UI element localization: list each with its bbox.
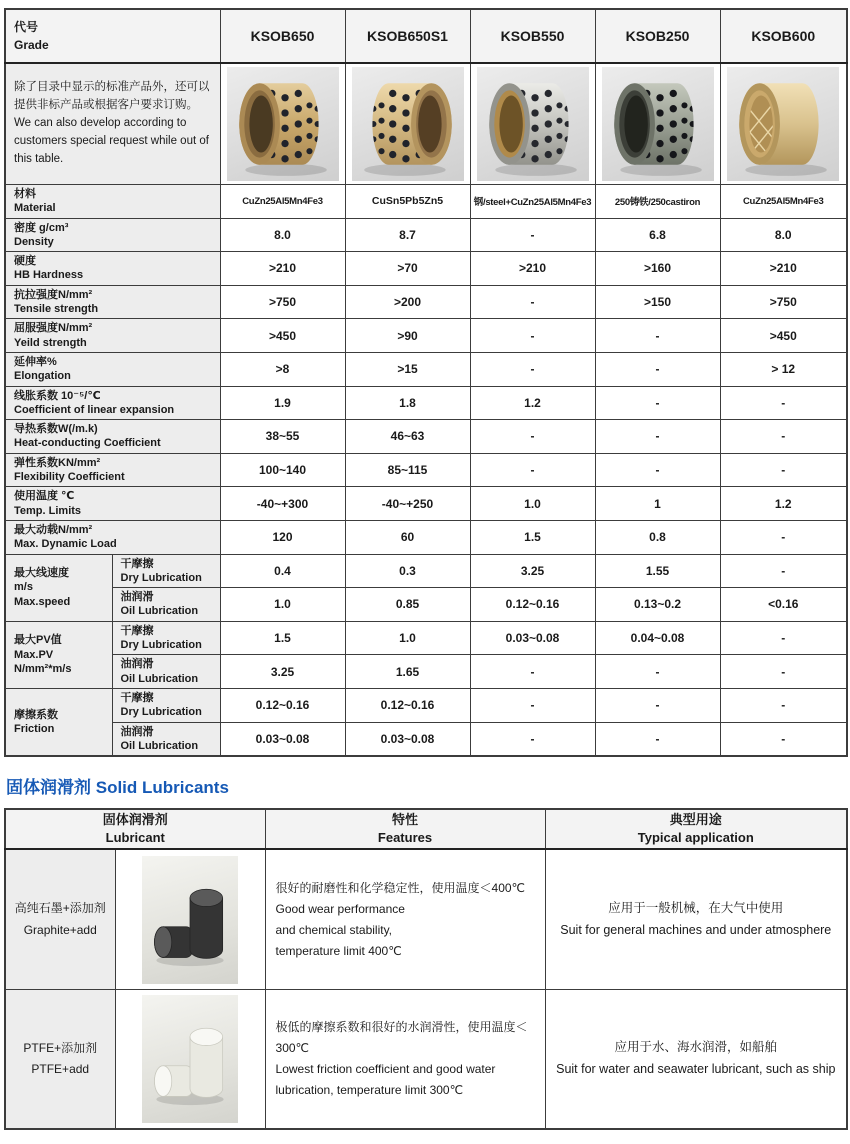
intro-cell bbox=[5, 63, 220, 185]
group-label-line: N/mm²*m/s bbox=[14, 662, 72, 675]
spec-row bbox=[5, 688, 847, 722]
spec-value: 0.12~0.16 bbox=[470, 588, 595, 622]
lubricant-features bbox=[265, 849, 545, 989]
spec-value: - bbox=[595, 688, 720, 722]
row-label bbox=[5, 386, 220, 420]
spec-value: 1.5 bbox=[470, 520, 595, 554]
lubricant-photo-ptfe-cylinders bbox=[142, 995, 238, 1123]
spec-value: CuZn25Al5Mn4Fe3 bbox=[720, 185, 847, 219]
feature-line: 极低的摩擦系数和很好的水润滑性，使用温度＜300℃ bbox=[275, 1020, 528, 1056]
spec-row bbox=[5, 722, 847, 756]
spec-value: 1.0 bbox=[470, 487, 595, 521]
spec-value: 8.0 bbox=[720, 218, 847, 252]
sub-label-en: Oil Lubrication bbox=[120, 739, 199, 752]
spec-value: 0.13~0.2 bbox=[595, 588, 720, 622]
spec-value: - bbox=[470, 453, 595, 487]
spec-value: 1.0 bbox=[220, 588, 345, 622]
sub-label-cn: 干摩擦 bbox=[120, 691, 154, 704]
spec-value: - bbox=[470, 352, 595, 386]
lub-header-en: Lubricant bbox=[105, 830, 165, 846]
lubricant-name bbox=[5, 849, 115, 989]
product-photo-cell bbox=[595, 63, 720, 185]
row-label-en: Tensile strength bbox=[14, 303, 99, 316]
row-label-en: Coefficient of linear expansion bbox=[14, 403, 175, 416]
spec-value: >450 bbox=[220, 319, 345, 353]
spec-row bbox=[5, 554, 847, 588]
lubricant-name bbox=[5, 989, 115, 1129]
spec-value: 38~55 bbox=[220, 420, 345, 454]
spec-value: >450 bbox=[720, 319, 847, 353]
lubricant-name-cn: PTFE+添加剂 bbox=[23, 1040, 98, 1055]
feature-line: and chemical stability, bbox=[275, 922, 393, 937]
feature-line: lubrication, temperature limit 300℃ bbox=[275, 1083, 464, 1098]
application-line: 应用于水、海水润滑，如船舶 bbox=[614, 1040, 778, 1055]
spec-value: 85~115 bbox=[345, 453, 470, 487]
spec-value: >70 bbox=[345, 252, 470, 286]
row-label-cn: 导热系数W(/m.k) bbox=[14, 423, 98, 436]
spec-value: 1.9 bbox=[220, 386, 345, 420]
row-label bbox=[5, 420, 220, 454]
spec-header-row bbox=[5, 9, 847, 63]
spec-value: - bbox=[470, 420, 595, 454]
row-label-en: Flexibility Coefficient bbox=[14, 471, 125, 484]
sub-label-en: Dry Lubrication bbox=[120, 706, 202, 719]
spec-row bbox=[5, 487, 847, 521]
row-label bbox=[5, 319, 220, 353]
group-label-line: 摩擦系数 bbox=[14, 708, 58, 721]
spec-value: 60 bbox=[345, 520, 470, 554]
spec-value: - bbox=[595, 453, 720, 487]
spec-value: 8.0 bbox=[220, 218, 345, 252]
spec-value: 0.04~0.08 bbox=[595, 621, 720, 655]
spec-value: >210 bbox=[470, 252, 595, 286]
lubricant-name-cn: 高纯石墨+添加剂 bbox=[14, 901, 106, 916]
spec-value: - bbox=[470, 722, 595, 756]
sub-label bbox=[112, 722, 220, 756]
lubricant-photo-cell bbox=[115, 989, 265, 1129]
spec-value: - bbox=[720, 722, 847, 756]
spec-value: > 12 bbox=[720, 352, 847, 386]
spec-value: 0.03~0.08 bbox=[345, 722, 470, 756]
lub-header-cn: 特性 bbox=[392, 812, 419, 828]
lub-header-application bbox=[545, 809, 847, 849]
product-photo-bronze-bushing-graphite-plugs-angled bbox=[352, 67, 464, 181]
row-label-en: Max. Dynamic Load bbox=[14, 538, 117, 551]
product-photo-cell bbox=[720, 63, 847, 185]
spec-value: >210 bbox=[220, 252, 345, 286]
row-label bbox=[5, 252, 220, 286]
spec-value: 46~63 bbox=[345, 420, 470, 454]
section-title-cn: 固体润滑剂 bbox=[6, 778, 91, 798]
spec-value: - bbox=[720, 621, 847, 655]
spec-value: - bbox=[595, 420, 720, 454]
intro-text-cn: 除了目录中显示的标准产品外，还可以提供非标产品或根据客户要求订购。 bbox=[14, 81, 210, 112]
lubricant-row bbox=[5, 849, 847, 989]
grade-corner-cell bbox=[5, 9, 220, 63]
lub-header-en: Typical application bbox=[637, 830, 754, 846]
row-label-cn: 弹性系数KN/mm² bbox=[14, 456, 101, 469]
feature-line: 很好的耐磨性和化学稳定性，使用温度＜400℃ bbox=[275, 880, 526, 895]
spec-table-body bbox=[5, 63, 847, 756]
spec-value: 1.0 bbox=[345, 621, 470, 655]
spec-value: - bbox=[595, 319, 720, 353]
spec-value: - bbox=[470, 218, 595, 252]
spec-value: - bbox=[720, 554, 847, 588]
group-label-line: 最大PV值 bbox=[14, 634, 62, 647]
spec-value: >90 bbox=[345, 319, 470, 353]
spec-row bbox=[5, 218, 847, 252]
spec-value: >210 bbox=[720, 252, 847, 286]
spec-value: - bbox=[595, 655, 720, 689]
row-label bbox=[5, 218, 220, 252]
sub-label bbox=[112, 621, 220, 655]
spec-value: 0.3 bbox=[345, 554, 470, 588]
lubricant-features bbox=[265, 989, 545, 1129]
lub-header-features bbox=[265, 809, 545, 849]
lubricant-name-en: PTFE+add bbox=[31, 1062, 90, 1077]
sub-label bbox=[112, 688, 220, 722]
lubricants-table-body bbox=[5, 849, 847, 1129]
spec-value: 0.8 bbox=[595, 520, 720, 554]
product-photo-cell bbox=[470, 63, 595, 185]
spec-value: 0.12~0.16 bbox=[345, 688, 470, 722]
row-label-en: Yeild strength bbox=[14, 336, 87, 349]
application-line: Suit for water and seawater lubricant, such as ship bbox=[556, 1062, 836, 1077]
lubricant-photo-cell bbox=[115, 849, 265, 989]
sub-label-en: Oil Lubrication bbox=[120, 605, 199, 618]
spec-value: -40~+300 bbox=[220, 487, 345, 521]
spec-value: 6.8 bbox=[595, 218, 720, 252]
feature-line: Good wear performance bbox=[275, 901, 405, 916]
spec-value: - bbox=[595, 352, 720, 386]
row-label-cn: 材料 bbox=[14, 188, 36, 200]
spec-value: 3.25 bbox=[220, 655, 345, 689]
grade-label-en: Grade bbox=[14, 38, 49, 52]
lubricant-application bbox=[545, 989, 847, 1129]
sub-label-cn: 干摩擦 bbox=[120, 624, 154, 637]
group-label-line: Max.speed bbox=[14, 595, 71, 608]
spec-row bbox=[5, 520, 847, 554]
spec-value: 0.12~0.16 bbox=[220, 688, 345, 722]
row-label bbox=[5, 352, 220, 386]
sub-label-cn: 干摩擦 bbox=[120, 557, 154, 570]
spec-value: - bbox=[720, 655, 847, 689]
lubricant-name-en: Graphite+add bbox=[23, 922, 97, 937]
spec-value: 0.4 bbox=[220, 554, 345, 588]
grade-header-ksob550: KSOB550 bbox=[470, 9, 595, 63]
spec-value: - bbox=[470, 655, 595, 689]
grade-label-cn: 代号 bbox=[14, 20, 39, 34]
group-label-line: Max.PV bbox=[14, 648, 54, 661]
lubricant-photo-graphite-cylinders bbox=[142, 856, 238, 984]
spec-value: - bbox=[720, 453, 847, 487]
spec-row bbox=[5, 588, 847, 622]
spec-value: - bbox=[720, 420, 847, 454]
row-label-cn: 使用温度 ℃ bbox=[14, 490, 75, 503]
spec-value: >150 bbox=[595, 285, 720, 319]
row-label bbox=[5, 453, 220, 487]
row-label bbox=[5, 285, 220, 319]
spec-value: 120 bbox=[220, 520, 345, 554]
lub-header-cn: 典型用途 bbox=[669, 812, 722, 828]
lubricant-application bbox=[545, 849, 847, 989]
spec-value: 1.65 bbox=[345, 655, 470, 689]
spec-value: >750 bbox=[220, 285, 345, 319]
spec-value: >750 bbox=[720, 285, 847, 319]
row-label-cn: 硬度 bbox=[14, 255, 36, 268]
product-photo-row bbox=[5, 63, 847, 185]
sub-label-cn: 油润滑 bbox=[120, 658, 154, 671]
spec-value: - bbox=[720, 520, 847, 554]
spec-value: 1.55 bbox=[595, 554, 720, 588]
spec-value: >15 bbox=[345, 352, 470, 386]
spec-value: - bbox=[720, 688, 847, 722]
product-photo-bronze-bushing-graphite-plugs bbox=[227, 67, 339, 181]
spec-value: 1.2 bbox=[470, 386, 595, 420]
sub-label-cn: 油润滑 bbox=[120, 591, 154, 604]
spec-row bbox=[5, 185, 847, 219]
spec-value: >8 bbox=[220, 352, 345, 386]
row-label bbox=[5, 520, 220, 554]
spec-value: - bbox=[720, 386, 847, 420]
spec-row bbox=[5, 285, 847, 319]
spec-table bbox=[4, 8, 848, 757]
spec-value: - bbox=[595, 722, 720, 756]
spec-row bbox=[5, 655, 847, 689]
row-label-en: Heat-conducting Coefficient bbox=[14, 437, 161, 450]
lub-header-cn: 固体润滑剂 bbox=[102, 812, 168, 828]
sub-label-cn: 油润滑 bbox=[120, 725, 154, 738]
spec-row bbox=[5, 386, 847, 420]
lub-header-en: Features bbox=[377, 830, 433, 846]
spec-value: 250铸铁/250castiron bbox=[595, 185, 720, 219]
spec-value: - bbox=[470, 688, 595, 722]
product-photo-cast-iron-bushing-graphite-plugs bbox=[602, 67, 714, 181]
sub-label-en: Dry Lubrication bbox=[120, 571, 202, 584]
row-label bbox=[5, 185, 220, 219]
spec-row bbox=[5, 621, 847, 655]
group-label-line: Friction bbox=[14, 723, 55, 735]
application-line: 应用于一般机械，在大气中使用 bbox=[608, 900, 784, 915]
sub-label bbox=[112, 588, 220, 622]
product-photo-cell bbox=[345, 63, 470, 185]
spec-value: 1.5 bbox=[220, 621, 345, 655]
product-photo-steel-bronze-bushing-graphite-plugs bbox=[477, 67, 589, 181]
section-title-en: Solid Lubricants bbox=[95, 778, 229, 798]
spec-value: - bbox=[470, 285, 595, 319]
spec-value: CuSn5Pb5Zn5 bbox=[345, 185, 470, 219]
spec-value: -40~+250 bbox=[345, 487, 470, 521]
application-line: Suit for general machines and under atmosphere bbox=[560, 922, 832, 937]
section-title bbox=[6, 773, 846, 798]
row-label-en: Material bbox=[14, 202, 56, 215]
spec-value: 0.03~0.08 bbox=[220, 722, 345, 756]
sub-label bbox=[112, 655, 220, 689]
lubricants-table bbox=[4, 808, 848, 1130]
spec-value: 3.25 bbox=[470, 554, 595, 588]
feature-line: Lowest friction coefficient and good water bbox=[275, 1062, 496, 1077]
feature-line: temperature limit 400℃ bbox=[275, 943, 402, 958]
grade-header-ksob650s1: KSOB650S1 bbox=[345, 9, 470, 63]
spec-value: - bbox=[470, 319, 595, 353]
spec-row bbox=[5, 252, 847, 286]
sub-label-en: Dry Lubrication bbox=[120, 639, 202, 652]
product-photo-plain-bronze-bushing-oil-grooves bbox=[727, 67, 839, 181]
spec-value: - bbox=[595, 386, 720, 420]
lubricant-row bbox=[5, 989, 847, 1129]
grade-header-ksob650: KSOB650 bbox=[220, 9, 345, 63]
spec-value: 100~140 bbox=[220, 453, 345, 487]
sub-label bbox=[112, 554, 220, 588]
row-label-cn: 抗拉强度N/mm² bbox=[14, 288, 93, 301]
product-photo-cell bbox=[220, 63, 345, 185]
group-label bbox=[5, 554, 112, 621]
group-label bbox=[5, 688, 112, 756]
spec-value: 1.8 bbox=[345, 386, 470, 420]
row-label-en: Density bbox=[14, 235, 54, 248]
grade-header-ksob600: KSOB600 bbox=[720, 9, 847, 63]
row-label-en: HB Hardness bbox=[14, 269, 84, 282]
lub-header-lubricant bbox=[5, 809, 265, 849]
spec-row bbox=[5, 453, 847, 487]
row-label-en: Elongation bbox=[14, 370, 71, 383]
grade-header-ksob250: KSOB250 bbox=[595, 9, 720, 63]
sub-label-en: Oil Lubrication bbox=[120, 672, 199, 685]
group-label-line: m/s bbox=[14, 581, 33, 594]
spec-value: 0.03~0.08 bbox=[470, 621, 595, 655]
row-label-cn: 屈服强度N/mm² bbox=[14, 322, 93, 335]
spec-value: 0.85 bbox=[345, 588, 470, 622]
intro-text-en: We can also develop according to customers special request while out of this table. bbox=[14, 117, 209, 165]
row-label-cn: 最大动载N/mm² bbox=[14, 523, 93, 536]
spec-row bbox=[5, 420, 847, 454]
spec-value: <0.16 bbox=[720, 588, 847, 622]
spec-value: 1 bbox=[595, 487, 720, 521]
group-label-line: 最大线速度 bbox=[14, 567, 69, 580]
row-label bbox=[5, 487, 220, 521]
spec-value: 8.7 bbox=[345, 218, 470, 252]
spec-value: CuZn25Al5Mn4Fe3 bbox=[220, 185, 345, 219]
row-label-cn: 密度 g/cm³ bbox=[14, 221, 69, 234]
group-label bbox=[5, 621, 112, 688]
spec-row bbox=[5, 319, 847, 353]
row-label-cn: 线胀系数 10⁻⁵/℃ bbox=[14, 389, 101, 402]
lubricants-header-row bbox=[5, 809, 847, 849]
spec-value: 1.2 bbox=[720, 487, 847, 521]
spec-value: 钢/steel+CuZn25Al5Mn4Fe3 bbox=[470, 185, 595, 219]
spec-value: >160 bbox=[595, 252, 720, 286]
spec-row bbox=[5, 352, 847, 386]
row-label-cn: 延伸率% bbox=[14, 355, 57, 368]
spec-value: >200 bbox=[345, 285, 470, 319]
row-label-en: Temp. Limits bbox=[14, 504, 82, 517]
